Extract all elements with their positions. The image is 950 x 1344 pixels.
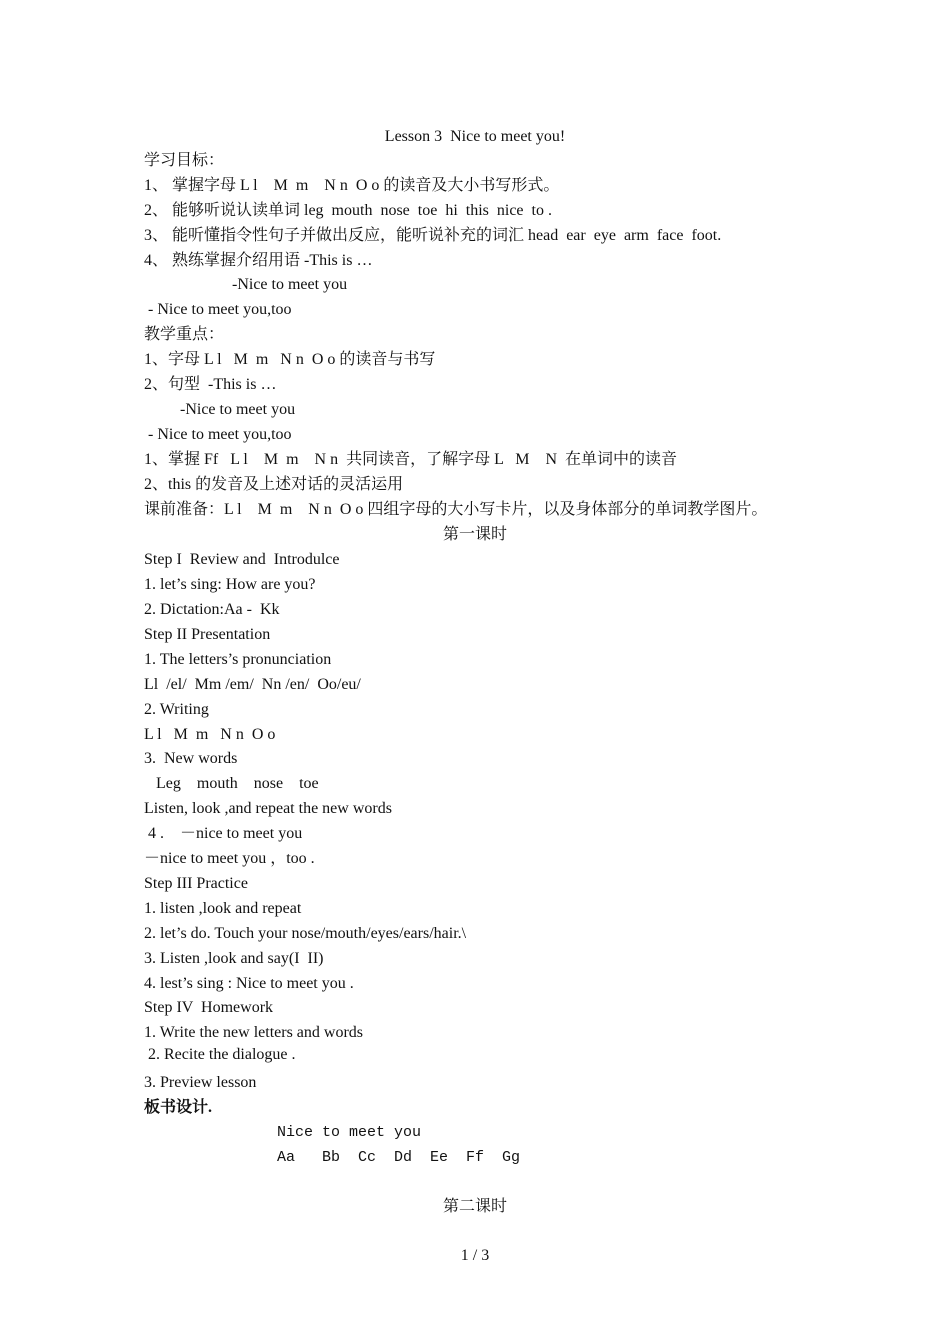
step-line: 1. Write the new letters and words — [144, 1024, 363, 1041]
step-line: Step II Presentation — [144, 626, 271, 643]
step-line: 1. The letters’s pronunciation — [144, 651, 332, 668]
text-line: 2、this 的发音及上述对话的灵活运用 — [144, 476, 404, 493]
step-line: Leg mouth nose toe — [144, 775, 319, 792]
text-line: 1、掌握 Ff L l M m N n 共同读音，了解字母 L M N 在单词中的读音 — [144, 451, 678, 468]
lesson-title: Lesson 3 Nice to meet you! — [384, 128, 566, 145]
section-heading: 第二课时 — [442, 1198, 507, 1215]
step-line: 2. let’s do. Touch your nose/mouth/eyes/ears/hair.\ — [144, 925, 467, 942]
step-line: 2. Recite the dialogue . — [144, 1046, 296, 1063]
text-line: -Nice to meet you — [144, 276, 348, 293]
step-line: 2. Dictation:Aa - Kk — [144, 601, 280, 618]
text-line: 课前准备：L l M m N n O o 四组字母的大小写卡片，以及身体部分的单词教学图片。 — [144, 501, 768, 518]
text-line: 3、 能听懂指令性句子并做出反应，能听说补充的词汇 head ear eye arm face foot. — [144, 227, 722, 244]
step-line: 3. Listen ,look and say(I II) — [144, 950, 324, 967]
step-line: 1. let’s sing: How are you? — [144, 576, 316, 593]
text-line: 教学重点： — [144, 326, 225, 343]
text-line: - Nice to meet you,too — [144, 301, 292, 318]
step-line: Step IV Homework — [144, 999, 274, 1016]
text-line: -Nice to meet you — [144, 401, 296, 418]
text-line: 1、字母 L l M m N n O o 的读音与书写 — [144, 351, 436, 368]
step-line: 4. lest’s sing : Nice to meet you . — [144, 975, 354, 992]
step-line: 1. listen ,look and repeat — [144, 900, 302, 917]
board-line: Aa Bb Cc Dd Ee Ff Gg — [277, 1149, 521, 1166]
step-line: 2. Writing — [144, 701, 209, 718]
text-line: 4、 熟练掌握介绍用语 -This is … — [144, 252, 373, 269]
page-number: 1 / 3 — [460, 1247, 490, 1264]
section-heading: 第一课时 — [442, 526, 507, 543]
step-line: －nice to meet you ，too . — [144, 850, 315, 867]
text-line: 2、句型 -This is … — [144, 376, 277, 393]
step-line: Step III Practice — [144, 875, 248, 892]
step-line: Ll /el/ Mm /em/ Nn /en/ Oo/eu/ — [144, 676, 361, 693]
text-line: 1、 掌握字母 L l M m N n O o 的读音及大小书写形式。 — [144, 177, 560, 194]
step-line: Step I Review and Introdulce — [144, 551, 340, 568]
step-line: 3. Preview lesson — [144, 1074, 257, 1091]
text-line: 学习目标： — [144, 152, 225, 169]
step-line: Listen, look ,and repeat the new words — [144, 800, 392, 817]
step-line: L l M m N n O o — [144, 726, 276, 743]
board-design-heading: 板书设计. — [144, 1099, 213, 1116]
step-line: 4 . －nice to meet you — [144, 825, 303, 842]
board-line: Nice to meet you — [277, 1124, 422, 1141]
step-line: 3. New words — [144, 750, 238, 767]
text-line: - Nice to meet you,too — [144, 426, 292, 443]
text-line: 2、 能够听说认读单词 leg mouth nose toe hi this nice to . — [144, 202, 552, 219]
